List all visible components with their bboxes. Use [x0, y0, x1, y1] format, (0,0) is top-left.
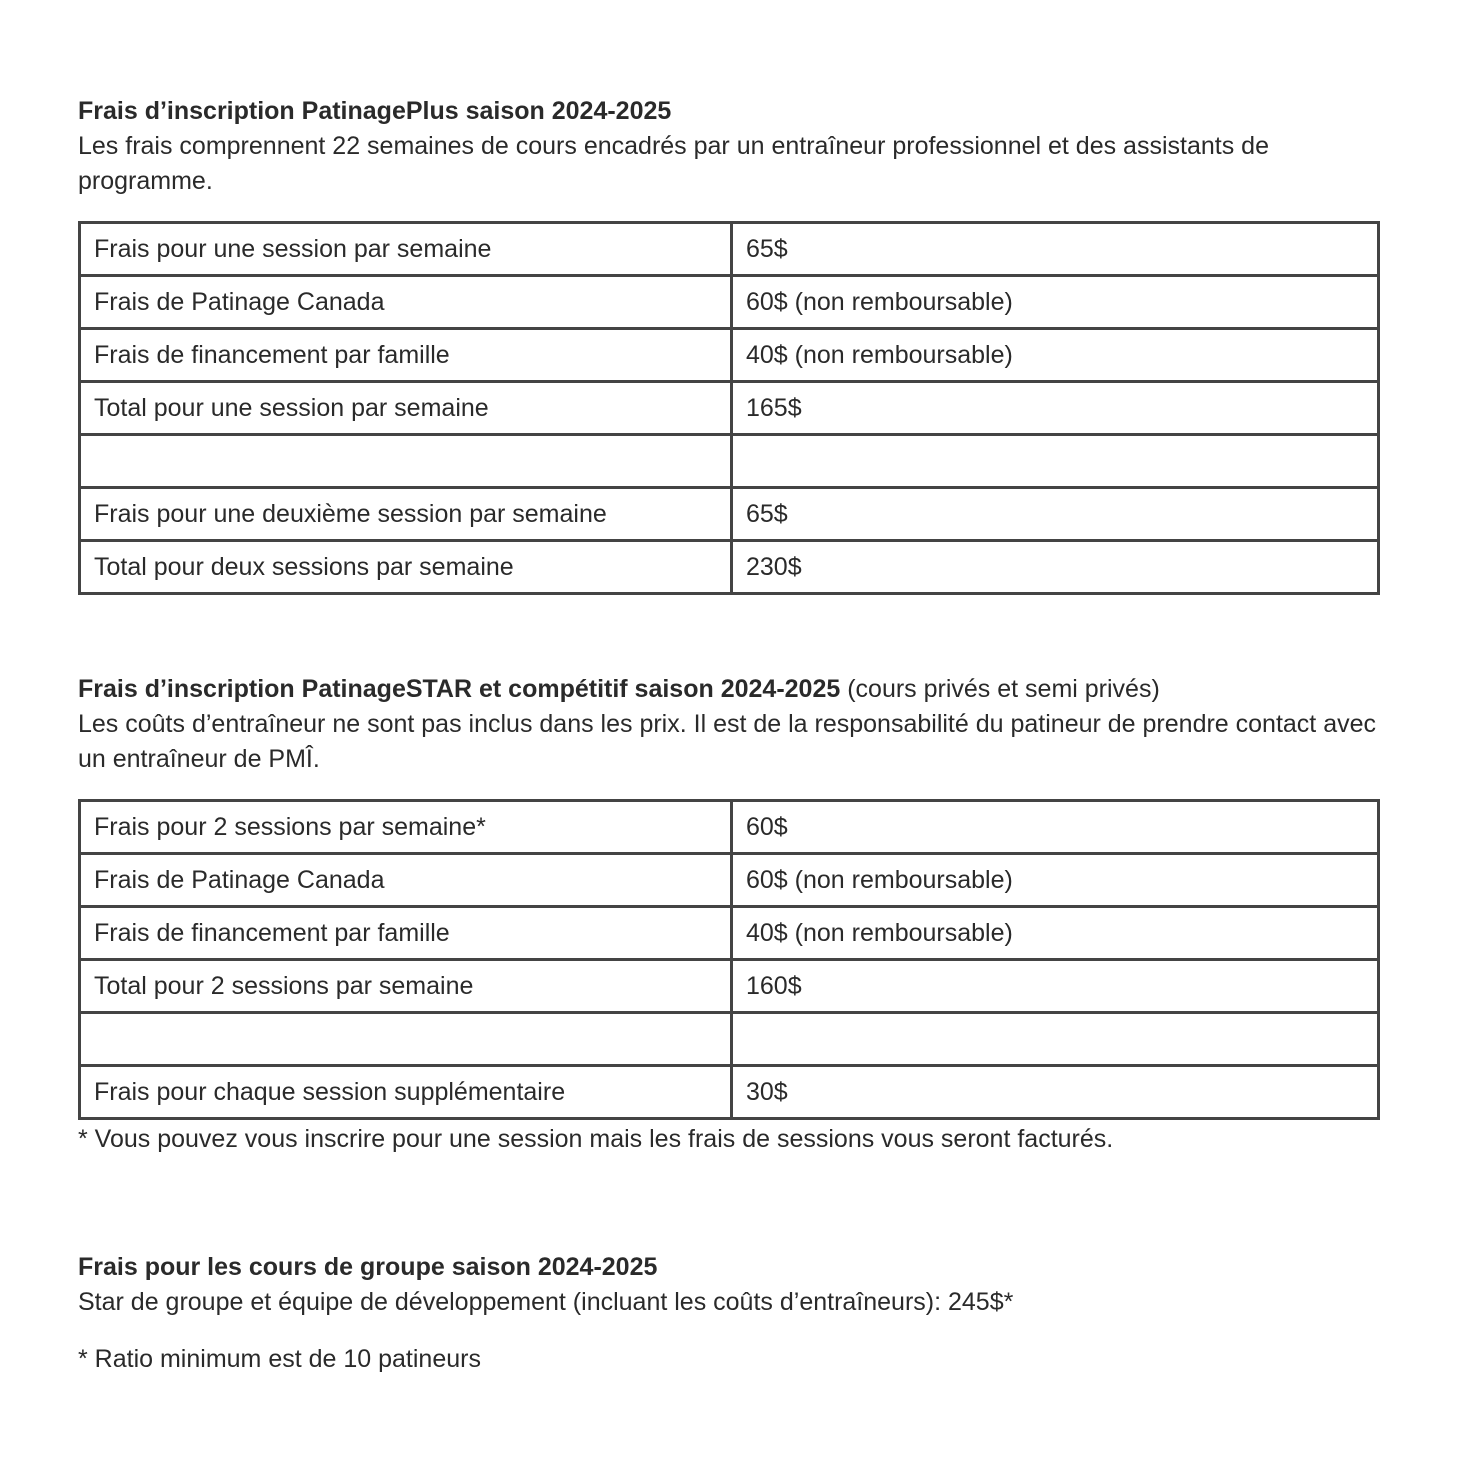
- fee-label: Frais de Patinage Canada: [80, 276, 732, 329]
- fee-label: [80, 1013, 732, 1066]
- fee-value: 65$: [732, 488, 1379, 541]
- fee-value: 60$ (non remboursable): [732, 276, 1379, 329]
- section-patinageplus: [78, 94, 1380, 595]
- fee-value: [732, 435, 1379, 488]
- section-description: Les frais comprennent 22 semaines de cours encadrés par un entraîneur professionnel et des assistants de programme.: [78, 132, 1269, 195]
- fee-label: Frais pour 2 sessions par semaine*: [80, 801, 732, 854]
- fee-value: 40$ (non remboursable): [732, 329, 1379, 382]
- table-row: [80, 960, 1379, 1013]
- fee-value: 60$ (non remboursable): [732, 854, 1379, 907]
- fee-label: Frais pour une deuxième session par semaine: [80, 488, 732, 541]
- section-heading: Frais d’inscription PatinagePlus saison 2024-2025: [78, 97, 672, 125]
- section-description: Star de groupe et équipe de développement (incluant les coûts d’entraîneurs): 245$*: [78, 1288, 1014, 1316]
- section-heading: Frais d’inscription PatinageSTAR et compétitif saison 2024-2025 (cours privés et semi privés): [78, 675, 1160, 703]
- table-row: [80, 488, 1379, 541]
- fee-value: 165$: [732, 382, 1379, 435]
- fee-label: Frais de financement par famille: [80, 329, 732, 382]
- fee-label: Total pour deux sessions par semaine: [80, 541, 732, 594]
- fee-label: Total pour 2 sessions par semaine: [80, 960, 732, 1013]
- table-row: [80, 907, 1379, 960]
- table-row: [80, 223, 1379, 276]
- fee-value: 230$: [732, 541, 1379, 594]
- fee-value: 40$ (non remboursable): [732, 907, 1379, 960]
- section-patinagestar: [78, 672, 1380, 1157]
- table-row: [80, 541, 1379, 594]
- fee-label: Frais de Patinage Canada: [80, 854, 732, 907]
- footnote: * Vous pouvez vous inscrire pour une session mais les frais de sessions vous seront facturés.: [78, 1125, 1114, 1153]
- fee-label: Frais pour chaque session supplémentaire: [80, 1066, 732, 1119]
- table-row: [80, 276, 1379, 329]
- section-description: Les coûts d’entraîneur ne sont pas inclus dans les prix. Il est de la responsabilité du patineur de prendre contact avec un entraîneur de PMÎ.: [78, 710, 1376, 773]
- fee-value: [732, 1013, 1379, 1066]
- section-heading-suffix: (cours privés et semi privés): [840, 675, 1160, 703]
- fee-value: 160$: [732, 960, 1379, 1013]
- fee-value: 60$: [732, 801, 1379, 854]
- fee-value: 30$: [732, 1066, 1379, 1119]
- fees-table: [78, 221, 1380, 595]
- table-row: [80, 329, 1379, 382]
- fee-label: [80, 435, 732, 488]
- table-row: [80, 382, 1379, 435]
- table-row: [80, 801, 1379, 854]
- fees-table: [78, 799, 1380, 1120]
- table-row-empty: [80, 435, 1379, 488]
- section-group-courses: [78, 1250, 1380, 1377]
- table-row: [80, 1066, 1379, 1119]
- ratio-note: * Ratio minimum est de 10 patineurs: [78, 1345, 481, 1373]
- table-row-empty: [80, 1013, 1379, 1066]
- fee-label: Frais pour une session par semaine: [80, 223, 732, 276]
- table-row: [80, 854, 1379, 907]
- section-heading: Frais pour les cours de groupe saison 2024-2025: [78, 1253, 658, 1281]
- fee-value: 65$: [732, 223, 1379, 276]
- fee-label: Total pour une session par semaine: [80, 382, 732, 435]
- fee-label: Frais de financement par famille: [80, 907, 732, 960]
